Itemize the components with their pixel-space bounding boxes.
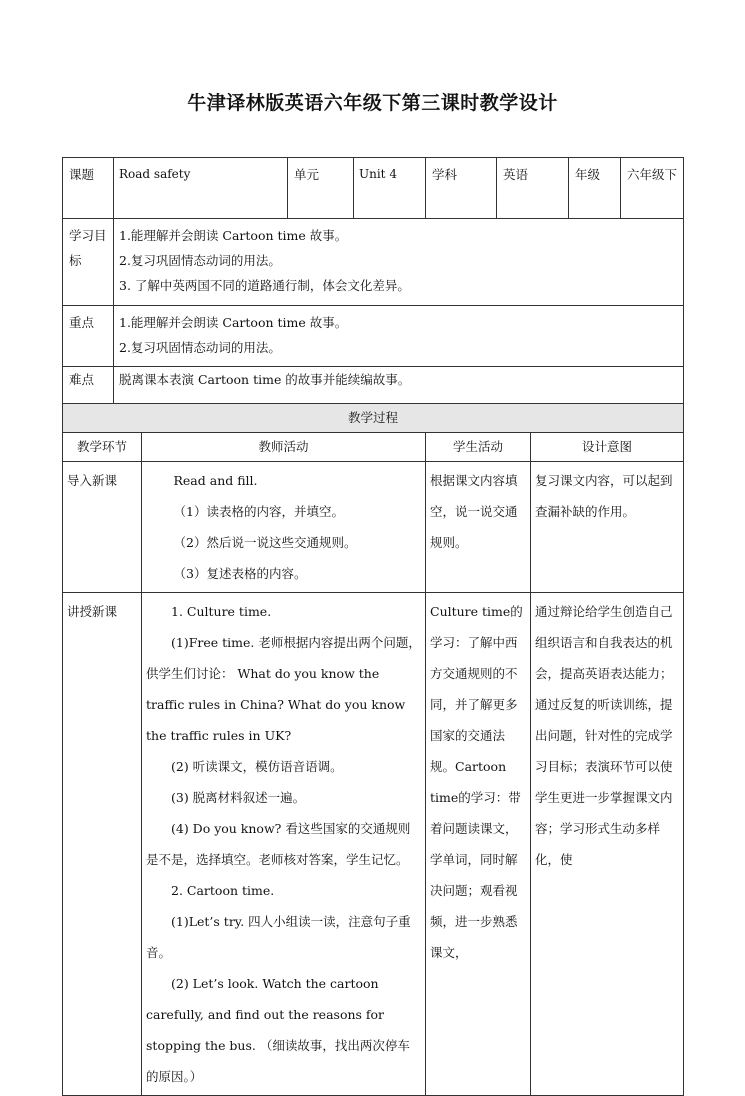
process-row-new bbox=[63, 593, 684, 1096]
design-intent: 通过辩论给学生创造自己组织语言和自我表达的机会，提高英语表达能力；通过反复的听读训练，提出问题，针对性的完成学习目标；表演环节可以使学生更进一步掌握课文内容；学习形式生动多样化，使 bbox=[531, 593, 684, 1096]
teacher-step: (4) Do you know? 看这些国家的交通规则是不是，选择填空。老师核对答案，学生记忆。 bbox=[146, 821, 411, 867]
process-header-row bbox=[63, 433, 684, 462]
student-activity: Culture time的学习：了解中西方交通规则的不同，并了解更多国家的交通法规。Cartoon time的学习：带着问题读课文，学单词，同时解决问题；观看视频，进一步熟悉课文， bbox=[426, 593, 531, 1096]
difficulty-label: 难点 bbox=[63, 367, 114, 404]
teacher-activity bbox=[142, 462, 426, 593]
subject-label: 学科 bbox=[426, 158, 497, 219]
goal-item: 3. 了解中英两国不同的道路通行制，体会文化差异。 bbox=[119, 278, 410, 293]
student-activity: 根据课文内容填空，说一说交通规则。 bbox=[426, 462, 531, 593]
teacher-activity bbox=[142, 593, 426, 1096]
header-intent: 设计意图 bbox=[531, 433, 684, 462]
process-row-intro bbox=[63, 462, 684, 593]
unit-label: 单元 bbox=[288, 158, 354, 219]
teacher-step: Read and fill. bbox=[173, 473, 258, 488]
goal-item: 1.能理解并会朗读 Cartoon time 故事。 bbox=[119, 228, 348, 243]
key-points-label: 重点 bbox=[63, 306, 114, 367]
teacher-step: （1）读表格的内容，并填空。 bbox=[173, 504, 344, 519]
process-title: 教学过程 bbox=[63, 404, 684, 433]
teacher-step: (1)Let’s try. 四人小组读一读，注意句子重音。 bbox=[146, 914, 411, 960]
info-row bbox=[63, 158, 684, 219]
teacher-step: （2）然后说一说这些交通规则。 bbox=[173, 535, 357, 550]
goals-label: 学习目标 bbox=[63, 219, 114, 306]
topic-label: 课题 bbox=[63, 158, 114, 219]
key-points-row bbox=[63, 306, 684, 367]
design-intent: 复习课文内容，可以起到查漏补缺的作用。 bbox=[531, 462, 684, 593]
document-title: 牛津译林版英语六年级下第三课时教学设计 bbox=[187, 92, 558, 114]
grade-value: 六年级下 bbox=[621, 158, 684, 219]
teacher-step: (1)Free time. 老师根据内容提出两个问题，供学生们讨论： What do you know the traffic rules in China? What do you know the traffic rules in UK? bbox=[146, 635, 421, 743]
goals-list bbox=[114, 219, 684, 306]
difficulty-row bbox=[63, 367, 684, 404]
lesson-plan-table bbox=[62, 157, 684, 1096]
stage-cell: 讲授新课 bbox=[63, 593, 142, 1096]
process-title-row bbox=[63, 404, 684, 433]
subject-value: 英语 bbox=[497, 158, 569, 219]
header-teacher: 教师活动 bbox=[142, 433, 426, 462]
teacher-step: 1. Culture time. bbox=[171, 604, 272, 619]
key-point-item: 2.复习巩固情态动词的用法。 bbox=[119, 340, 281, 355]
teacher-step: （3）复述表格的内容。 bbox=[173, 566, 307, 581]
goal-item: 2.复习巩固情态动词的用法。 bbox=[119, 253, 281, 268]
teacher-step: (2) Let’s look. Watch the cartoon carefully, and find out the reasons for stopping the bus. （细读故事，找出两次停车的原因。） bbox=[146, 976, 410, 1084]
unit-value: Unit 4 bbox=[354, 158, 426, 219]
difficulty-text: 脱离课本表演 Cartoon time 的故事并能续编故事。 bbox=[114, 367, 684, 404]
teacher-step: (3) 脱离材料叙述一遍。 bbox=[171, 790, 306, 805]
teacher-step: 2. Cartoon time. bbox=[171, 883, 275, 898]
topic-value: Road safety bbox=[114, 158, 288, 219]
goals-row bbox=[63, 219, 684, 306]
header-student: 学生活动 bbox=[426, 433, 531, 462]
grade-label: 年级 bbox=[569, 158, 621, 219]
teacher-step: (2) 听读课文，模仿语音语调。 bbox=[171, 759, 343, 774]
header-stage: 教学环节 bbox=[63, 433, 142, 462]
key-points-list bbox=[114, 306, 684, 367]
key-point-item: 1.能理解并会朗读 Cartoon time 故事。 bbox=[119, 315, 348, 330]
stage-cell: 导入新课 bbox=[63, 462, 142, 593]
